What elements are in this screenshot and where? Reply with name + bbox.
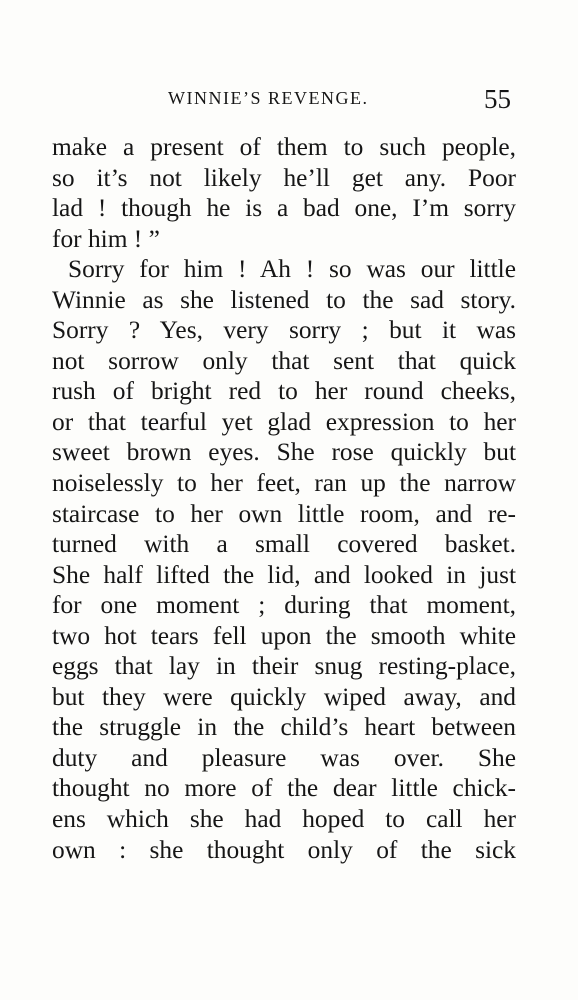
text-line: staircase to her own little room, and re- bbox=[52, 499, 516, 528]
running-head bbox=[0, 84, 578, 116]
text-line: make a present of them to such people, bbox=[52, 133, 516, 161]
text-line: rush of bright red to her round cheeks, bbox=[52, 377, 516, 406]
running-title: WINNIE’S REVENGE. bbox=[168, 88, 369, 108]
page-number: 55 bbox=[484, 84, 511, 114]
text-line: sweet brown eyes. She rose quickly but bbox=[52, 438, 516, 467]
text-line: lad ! though he is a bad one, I’m sorry bbox=[52, 194, 516, 223]
text-line: She half lifted the lid, and looked in just bbox=[52, 560, 516, 589]
text-line: eggs that lay in their snug resting-place, bbox=[52, 652, 516, 681]
text-line: but they were quickly wiped away, and bbox=[52, 682, 516, 711]
body-text bbox=[52, 132, 516, 865]
text-line: own : she thought only of the sick bbox=[52, 835, 516, 864]
text-line: for one moment ; during that moment, bbox=[52, 591, 516, 620]
text-line: so it’s not likely he’ll get any. Poor bbox=[52, 163, 516, 192]
text-line: not sorrow only that sent that quick bbox=[52, 346, 516, 375]
text-line: noiselessly to her feet, ran up the narrow bbox=[52, 469, 516, 498]
paragraph-1 bbox=[52, 132, 516, 254]
text-line: the struggle in the child’s heart between bbox=[52, 713, 516, 742]
text-line: ens which she had hoped to call her bbox=[52, 805, 516, 834]
text-line: two hot tears fell upon the smooth white bbox=[52, 621, 516, 650]
text-line: thought no more of the dear little chick- bbox=[52, 774, 516, 803]
text-line: duty and pleasure was over. She bbox=[52, 743, 516, 772]
text-line: Winnie as she listened to the sad story. bbox=[52, 285, 516, 314]
paragraph-2 bbox=[52, 254, 516, 865]
text-line: or that tearful yet glad expression to her bbox=[52, 407, 516, 436]
text-line: for him ! ” bbox=[52, 224, 160, 253]
text-line: Sorry ? Yes, very sorry ; but it was bbox=[52, 316, 516, 345]
text-line: turned with a small covered basket. bbox=[52, 530, 516, 559]
text-line: Sorry for him ! Ah ! so was our little bbox=[68, 255, 516, 284]
